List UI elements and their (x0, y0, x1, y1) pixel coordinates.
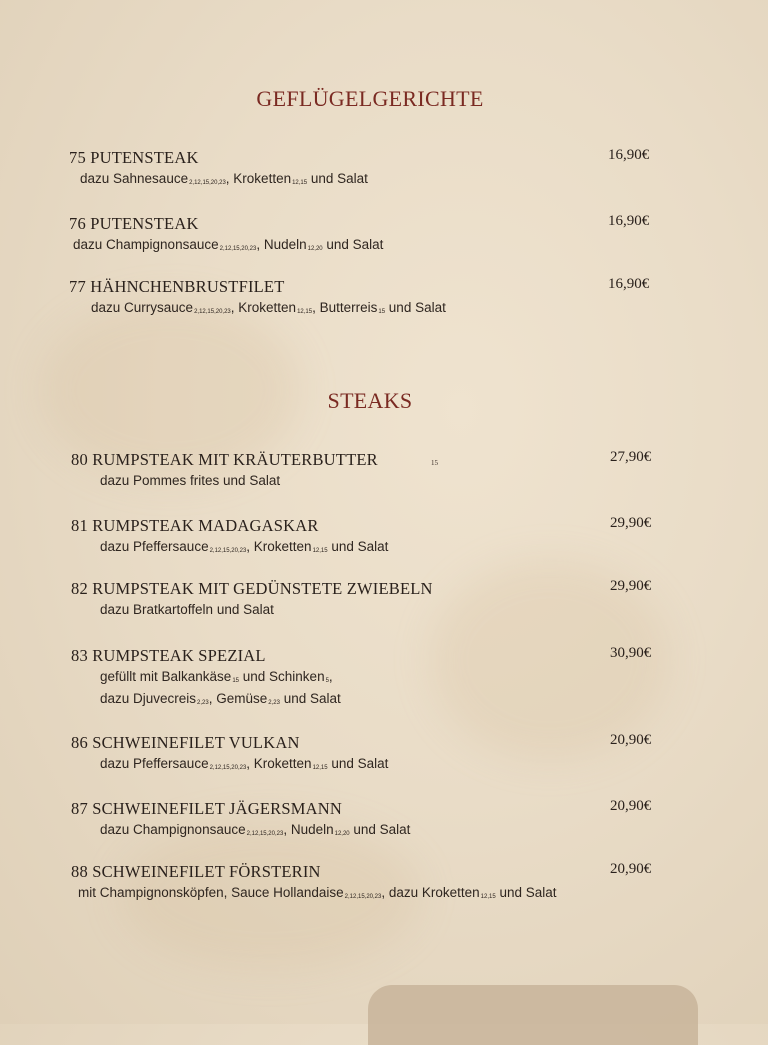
allergen-codes: 12,15 (312, 548, 328, 554)
allergen-codes: 12,20 (307, 246, 323, 252)
allergen-codes: 12,15 (480, 894, 496, 900)
allergen-codes: 12,20 (334, 831, 350, 837)
allergen-codes: 2,12,15,20,23 (219, 246, 257, 252)
menu-item-title: 86 SCHWEINEFILET VULKAN (71, 733, 300, 752)
menu-item-title: 88 SCHWEINEFILET FÖRSTERIN (71, 862, 321, 881)
menu-item-price: 30,90€ (610, 645, 652, 661)
menu-item-description: dazu Djuvecreis$_{2,23}$, Gemüse$_{2,23}$ und Salat (100, 691, 341, 706)
menu-item-price: 20,90€ (610, 798, 652, 814)
menu-item-title: 81 RUMPSTEAK MADAGASKAR (71, 516, 319, 535)
allergen-codes: 2,12,15,20,23 (344, 894, 382, 900)
allergen-codes: 2,23 (197, 700, 209, 706)
menu-item-title: 80 RUMPSTEAK MIT KRÄUTERBUTTER (71, 450, 378, 469)
menu-item-description: dazu Pommes frites und Salat (100, 473, 281, 488)
allergen-code: 15 (431, 459, 438, 467)
menu-item-title: 83 RUMPSTEAK SPEZIAL (71, 646, 266, 665)
menu-item-description: mit Champignonsköpfen, Sauce Hollandaise$_{2,12,15,20,23}$, dazu Kroketten$_{12,15}$ und Salat (78, 885, 557, 900)
menu-item-price: 20,90€ (610, 732, 652, 748)
menu-item-price: 20,90€ (610, 861, 652, 877)
menu-item-description: dazu Champignonsauce$_{2,12,15,20,23}$, Nudeln$_{12,20}$ und Salat (100, 822, 411, 837)
allergen-codes: 5 (325, 678, 329, 684)
menu-item-price: 16,90€ (608, 276, 650, 292)
allergen-codes: 15 (378, 309, 386, 315)
allergen-codes: 2,12,15,20,23 (209, 548, 247, 554)
menu-item-title: 82 RUMPSTEAK MIT GEDÜNSTETE ZWIEBELN (71, 579, 433, 598)
menu-item-title: 76 PUTENSTEAK (69, 214, 199, 233)
menu-item-title: 75 PUTENSTEAK (69, 148, 199, 167)
menu-item-description: dazu Sahnesauce$_{2,12,15,20,23}$, Kroketten$_{12,15}$ und Salat (80, 171, 368, 186)
menu-item-title: 87 SCHWEINEFILET JÄGERSMANN (71, 799, 342, 818)
allergen-codes: 2,12,15,20,23 (189, 180, 226, 186)
menu-item-price: 16,90€ (608, 147, 650, 163)
menu-item-price: 29,90€ (610, 515, 652, 531)
allergen-codes: 2,12,15,20,23 (209, 765, 247, 771)
allergen-codes: 12,15 (312, 765, 328, 771)
menu-item-description: gefüllt mit Balkankäse$_{15}$ und Schinken$_5$, (100, 669, 333, 684)
allergen-codes: 2,12,15,20,23 (194, 309, 231, 315)
allergen-codes: 12,15 (297, 309, 313, 315)
menu-item-title: 77 HÄHNCHENBRUSTFILET (69, 277, 285, 296)
allergen-codes: 2,23 (268, 700, 280, 706)
menu-item-price: 29,90€ (610, 578, 652, 594)
allergen-codes: 2,12,15,20,23 (246, 831, 284, 837)
holder-shadow (368, 985, 698, 1045)
allergen-codes: 12,15 (292, 180, 308, 186)
section-heading: STEAKS (327, 388, 413, 413)
menu-item-description: dazu Bratkartoffeln und Salat (100, 602, 274, 617)
menu-item-description: dazu Currysauce$_{2,12,15,20,23}$, Kroketten$_{12,15}$, Butterreis$_{15}$ und Salat (91, 300, 446, 315)
menu-item-price: 27,90€ (610, 449, 652, 465)
menu-item-price: 16,90€ (608, 213, 650, 229)
menu-item-description: dazu Pfeffersauce$_{2,12,15,20,23}$, Kroketten$_{12,15}$ und Salat (100, 539, 389, 554)
section-heading: GEFLÜGELGERICHTE (256, 86, 484, 111)
menu-item-description: dazu Champignonsauce$_{2,12,15,20,23}$, Nudeln$_{12,20}$ und Salat (73, 237, 384, 252)
allergen-codes: 15 (232, 678, 240, 684)
menu-item-description: dazu Pfeffersauce$_{2,12,15,20,23}$, Kroketten$_{12,15}$ und Salat (100, 756, 389, 771)
